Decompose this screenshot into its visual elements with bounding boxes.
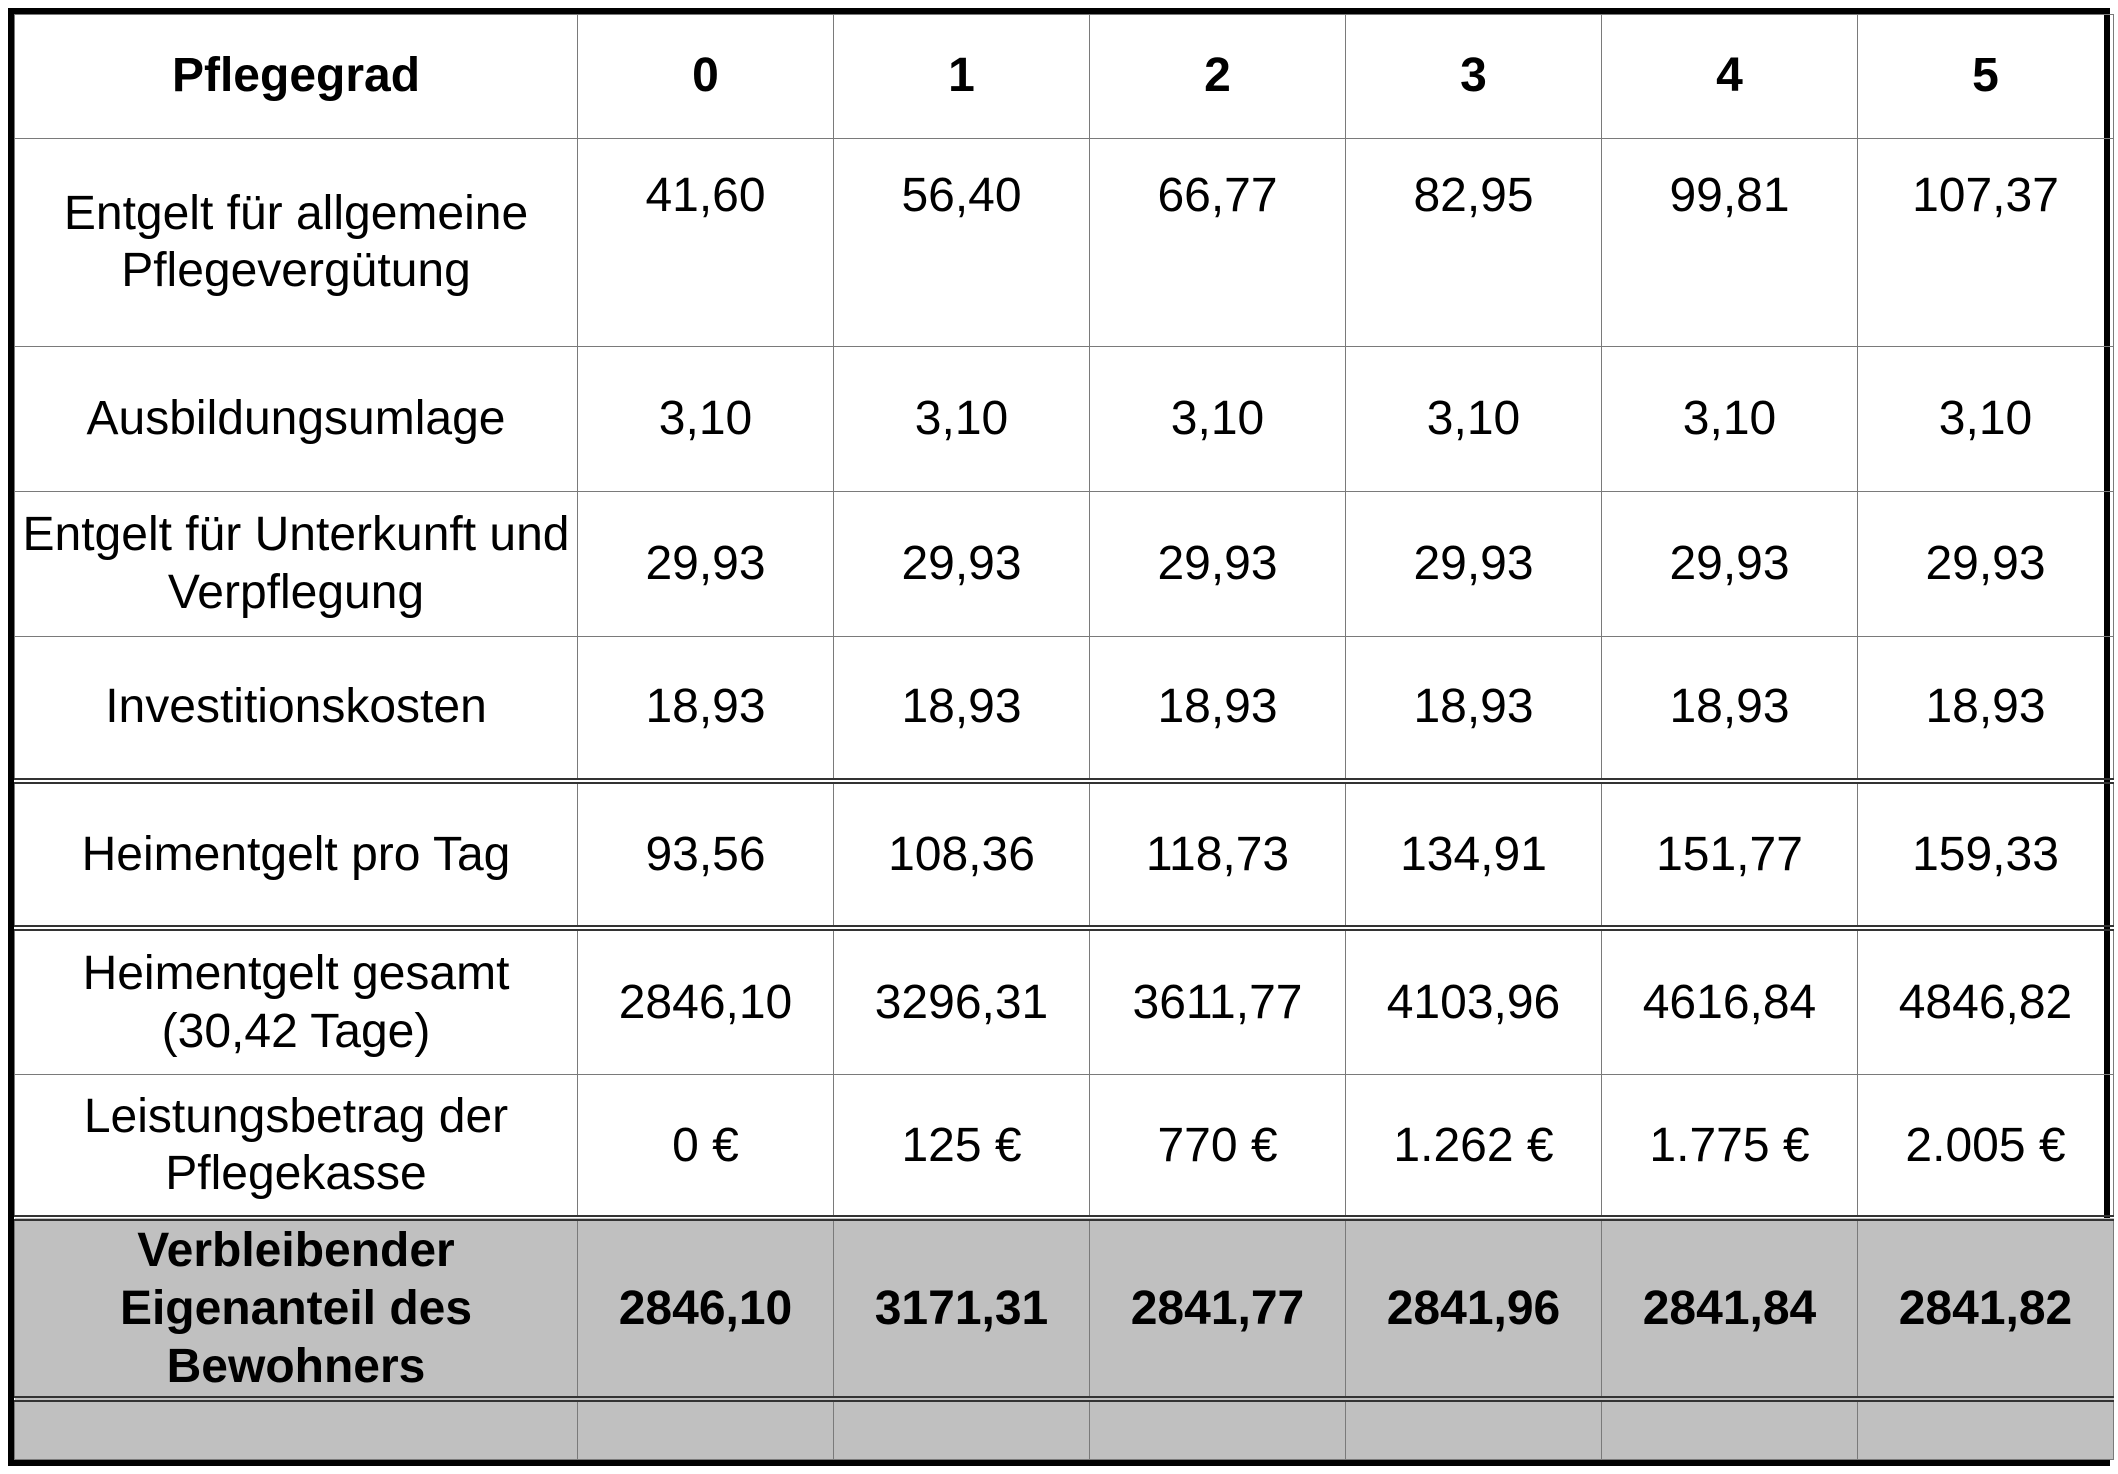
table-row-unterkunft <box>15 491 2114 636</box>
table-cell: 1.262 € <box>1346 1075 1602 1219</box>
table-cell <box>834 1399 1090 1459</box>
row-label: Entgelt für allgemeine Pflegevergütung <box>15 138 578 347</box>
table-cell: 118,73 <box>1090 781 1346 929</box>
header-grade-0: 0 <box>578 15 834 139</box>
table-cell: 82,95 <box>1346 138 1602 347</box>
table-cell: 3,10 <box>578 347 834 492</box>
row-label: Heimentgelt gesamt (30,42 Tage) <box>15 928 578 1075</box>
table-cell: 2841,82 <box>1858 1218 2114 1399</box>
table-cell: 18,93 <box>1858 636 2114 781</box>
table-cell: 29,93 <box>578 491 834 636</box>
table-cell: 3,10 <box>1090 347 1346 492</box>
table-cell: 29,93 <box>1090 491 1346 636</box>
table-cell: 2841,84 <box>1602 1218 1858 1399</box>
table-cell <box>1090 1399 1346 1459</box>
table-cell: 29,93 <box>1602 491 1858 636</box>
header-grade-3: 3 <box>1346 15 1602 139</box>
table-cell: 18,93 <box>1090 636 1346 781</box>
table-cell: 2846,10 <box>578 1218 834 1399</box>
pflegegrad-cost-table <box>14 14 2114 1460</box>
table-cell: 151,77 <box>1602 781 1858 929</box>
table-cell: 1.775 € <box>1602 1075 1858 1219</box>
row-label: Verbleibender Eigenanteil des Bewohners <box>15 1218 578 1399</box>
table-cell: 3611,77 <box>1090 928 1346 1075</box>
table-cell: 134,91 <box>1346 781 1602 929</box>
table-cell <box>1858 1399 2114 1459</box>
table-cell: 125 € <box>834 1075 1090 1219</box>
table-cell: 18,93 <box>834 636 1090 781</box>
table-cell: 2846,10 <box>578 928 834 1075</box>
row-label: Ausbildungsumlage <box>15 347 578 492</box>
table-cell: 3,10 <box>1346 347 1602 492</box>
table-row-investitionskosten <box>15 636 2114 781</box>
table-cell: 4103,96 <box>1346 928 1602 1075</box>
table-cell: 4846,82 <box>1858 928 2114 1075</box>
table-cell: 107,37 <box>1858 138 2114 347</box>
table-row-heimentgelt-tag <box>15 781 2114 929</box>
table-cell <box>1602 1399 1858 1459</box>
table-cell: 66,77 <box>1090 138 1346 347</box>
table-cell: 3296,31 <box>834 928 1090 1075</box>
table-cell: 56,40 <box>834 138 1090 347</box>
header-grade-1: 1 <box>834 15 1090 139</box>
table-cell: 0 € <box>578 1075 834 1219</box>
table-row-empty <box>15 1399 2114 1459</box>
table-cell: 93,56 <box>578 781 834 929</box>
header-label: Pflegegrad <box>15 15 578 139</box>
table-cell: 18,93 <box>1602 636 1858 781</box>
header-grade-4: 4 <box>1602 15 1858 139</box>
table-cell: 2841,96 <box>1346 1218 1602 1399</box>
table-cell: 3,10 <box>834 347 1090 492</box>
table-cell <box>15 1399 578 1459</box>
header-grade-2: 2 <box>1090 15 1346 139</box>
table-cell: 159,33 <box>1858 781 2114 929</box>
table-cell: 18,93 <box>1346 636 1602 781</box>
table-cell: 29,93 <box>834 491 1090 636</box>
table-cell: 18,93 <box>578 636 834 781</box>
header-grade-5: 5 <box>1858 15 2114 139</box>
table-cell: 3,10 <box>1858 347 2114 492</box>
table-cell: 4616,84 <box>1602 928 1858 1075</box>
table-row-leistungsbetrag <box>15 1075 2114 1219</box>
table-row-ausbildungsumlage <box>15 347 2114 492</box>
table-cell: 2841,77 <box>1090 1218 1346 1399</box>
table-cell: 108,36 <box>834 781 1090 929</box>
table-cell: 3171,31 <box>834 1218 1090 1399</box>
table-cell: 41,60 <box>578 138 834 347</box>
table-row-heimentgelt-gesamt <box>15 928 2114 1075</box>
table-row-pflegeverguetung <box>15 138 2114 347</box>
table-cell: 770 € <box>1090 1075 1346 1219</box>
table-cell: 2.005 € <box>1858 1075 2114 1219</box>
table-cell: 29,93 <box>1346 491 1602 636</box>
row-label: Investitionskosten <box>15 636 578 781</box>
table-cell: 3,10 <box>1602 347 1858 492</box>
row-label: Heimentgelt pro Tag <box>15 781 578 929</box>
cost-table-frame <box>8 8 2110 1466</box>
table-cell: 99,81 <box>1602 138 1858 347</box>
table-cell <box>1346 1399 1602 1459</box>
table-cell: 29,93 <box>1858 491 2114 636</box>
header-row <box>15 15 2114 139</box>
row-label: Leistungsbetrag der Pflegekasse <box>15 1075 578 1219</box>
table-cell <box>578 1399 834 1459</box>
row-label: Entgelt für Unterkunft und Verpflegung <box>15 491 578 636</box>
table-row-eigenanteil <box>15 1218 2114 1399</box>
